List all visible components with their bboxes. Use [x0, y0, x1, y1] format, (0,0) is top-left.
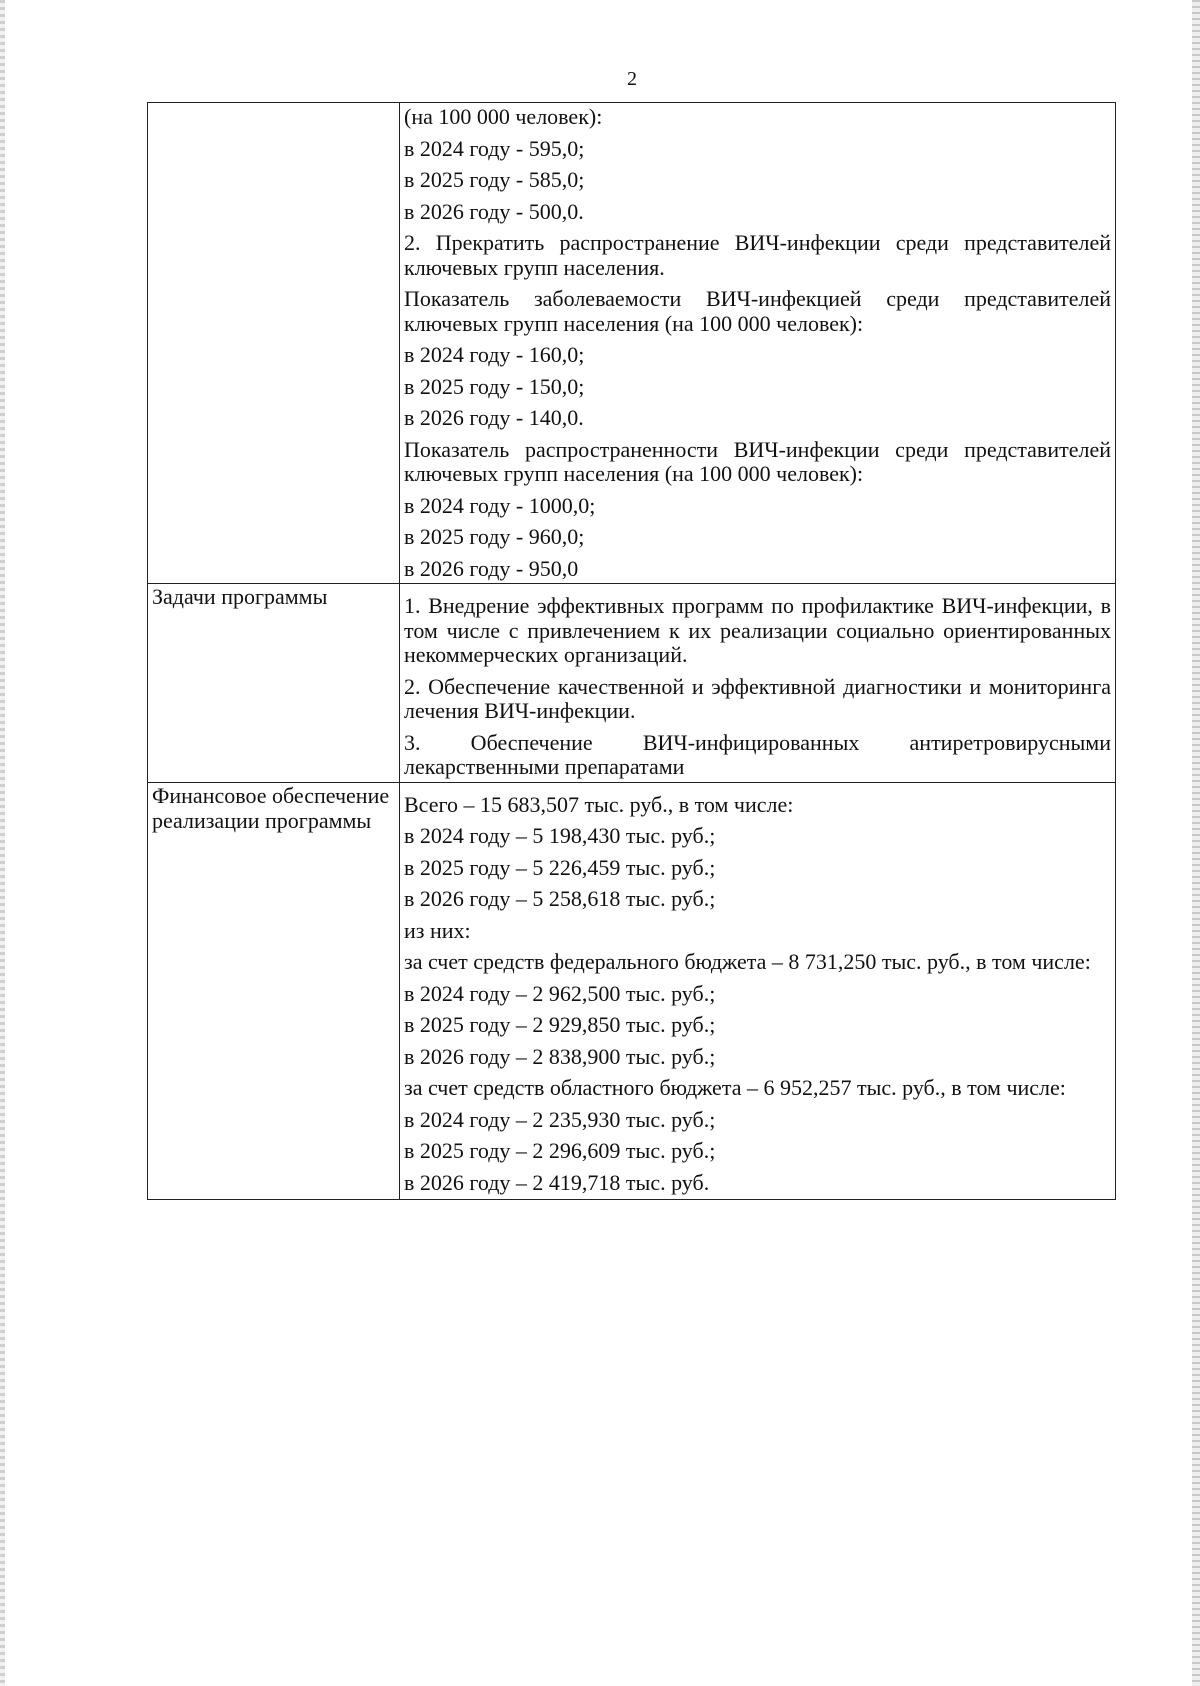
content-line: в 2024 году - 160,0; — [404, 342, 585, 367]
content-line: в 2025 году - 585,0; — [404, 167, 585, 192]
content-line: из них: — [404, 917, 471, 943]
row-content-cell — [400, 103, 1116, 584]
content-line: в 2024 году – 2 962,500 тыс. руб.; — [404, 980, 716, 1006]
content-line: в 2024 году - 1000,0; — [404, 492, 596, 518]
program-passport-table — [147, 102, 1116, 1200]
table-row — [148, 584, 1116, 783]
scan-edge-left — [0, 0, 5, 1686]
page-number: 2 — [627, 68, 637, 90]
content-line: в 2026 году – 2 419,718 тыс. руб. — [404, 1169, 710, 1195]
content-line: в 2024 году - 595,0; — [404, 135, 585, 161]
content-line: в 2026 году - 140,0. — [404, 405, 584, 430]
content-line: Всего – 15 683,507 тыс. руб., в том числе: — [404, 791, 794, 817]
content-line: в 2026 году – 2 838,900 тыс. руб.; — [404, 1043, 716, 1069]
row-label-cell — [148, 103, 400, 584]
content-line: 3. Обеспечение ВИЧ-инфицированных антиретровирусными лекарственными препаратами — [404, 729, 1111, 779]
content-line: в 2024 году – 2 235,930 тыс. руб.; — [404, 1106, 716, 1132]
content-line: в 2024 году – 5 198,430 тыс. руб.; — [404, 823, 716, 848]
content-line: в 2026 году – 5 258,618 тыс. руб.; — [404, 886, 716, 911]
content-line: (на 100 000 человек): — [404, 104, 603, 129]
content-line: в 2025 году – 2 929,850 тыс. руб.; — [404, 1012, 716, 1037]
content-line: за счет средств областного бюджета – 6 952,257 тыс. руб., в том числе: — [404, 1075, 1066, 1100]
content-line: Показатель заболеваемости ВИЧ-инфекцией среди представителей ключевых групп населения (на 100 000 человек): — [404, 286, 1111, 336]
content-line: 1. Внедрение эффективных программ по профилактике ВИЧ-инфекции, в том числе с привлечением к их реализации социально ориентированных некоммерческих организаций. — [404, 593, 1111, 667]
content-line: за счет средств федерального бюджета – 8 731,250 тыс. руб., в том числе: — [404, 949, 1091, 974]
content-line: в 2025 году – 5 226,459 тыс. руб.; — [404, 854, 716, 880]
content-line: в 2025 году – 2 296,609 тыс. руб.; — [404, 1138, 716, 1163]
row-content-cell — [400, 584, 1116, 783]
content-line: 2. Прекратить распространение ВИЧ-инфекции среди представителей ключевых групп населения. — [404, 230, 1111, 280]
table-row — [148, 782, 1116, 1200]
row-content-cell — [400, 782, 1116, 1200]
content-line: Показатель распространенности ВИЧ-инфекции среди представителей ключевых групп населения (на 100 000 человек): — [404, 436, 1111, 486]
row-label-cell: Финансовое обеспечение реализации программы — [148, 782, 400, 1200]
row-label-cell: Задачи программы — [148, 584, 400, 783]
content-line: в 2026 году - 950,0 — [404, 555, 579, 581]
content-line: в 2026 году - 500,0. — [404, 198, 584, 224]
content-line: 2. Обеспечение качественной и эффективной диагностики и мониторинга лечения ВИЧ-инфекции. — [404, 673, 1111, 723]
content-line: в 2025 году - 150,0; — [404, 373, 585, 399]
table-row — [148, 103, 1116, 584]
scan-edge-right — [1192, 0, 1200, 1686]
content-line: в 2025 году - 960,0; — [404, 524, 585, 549]
